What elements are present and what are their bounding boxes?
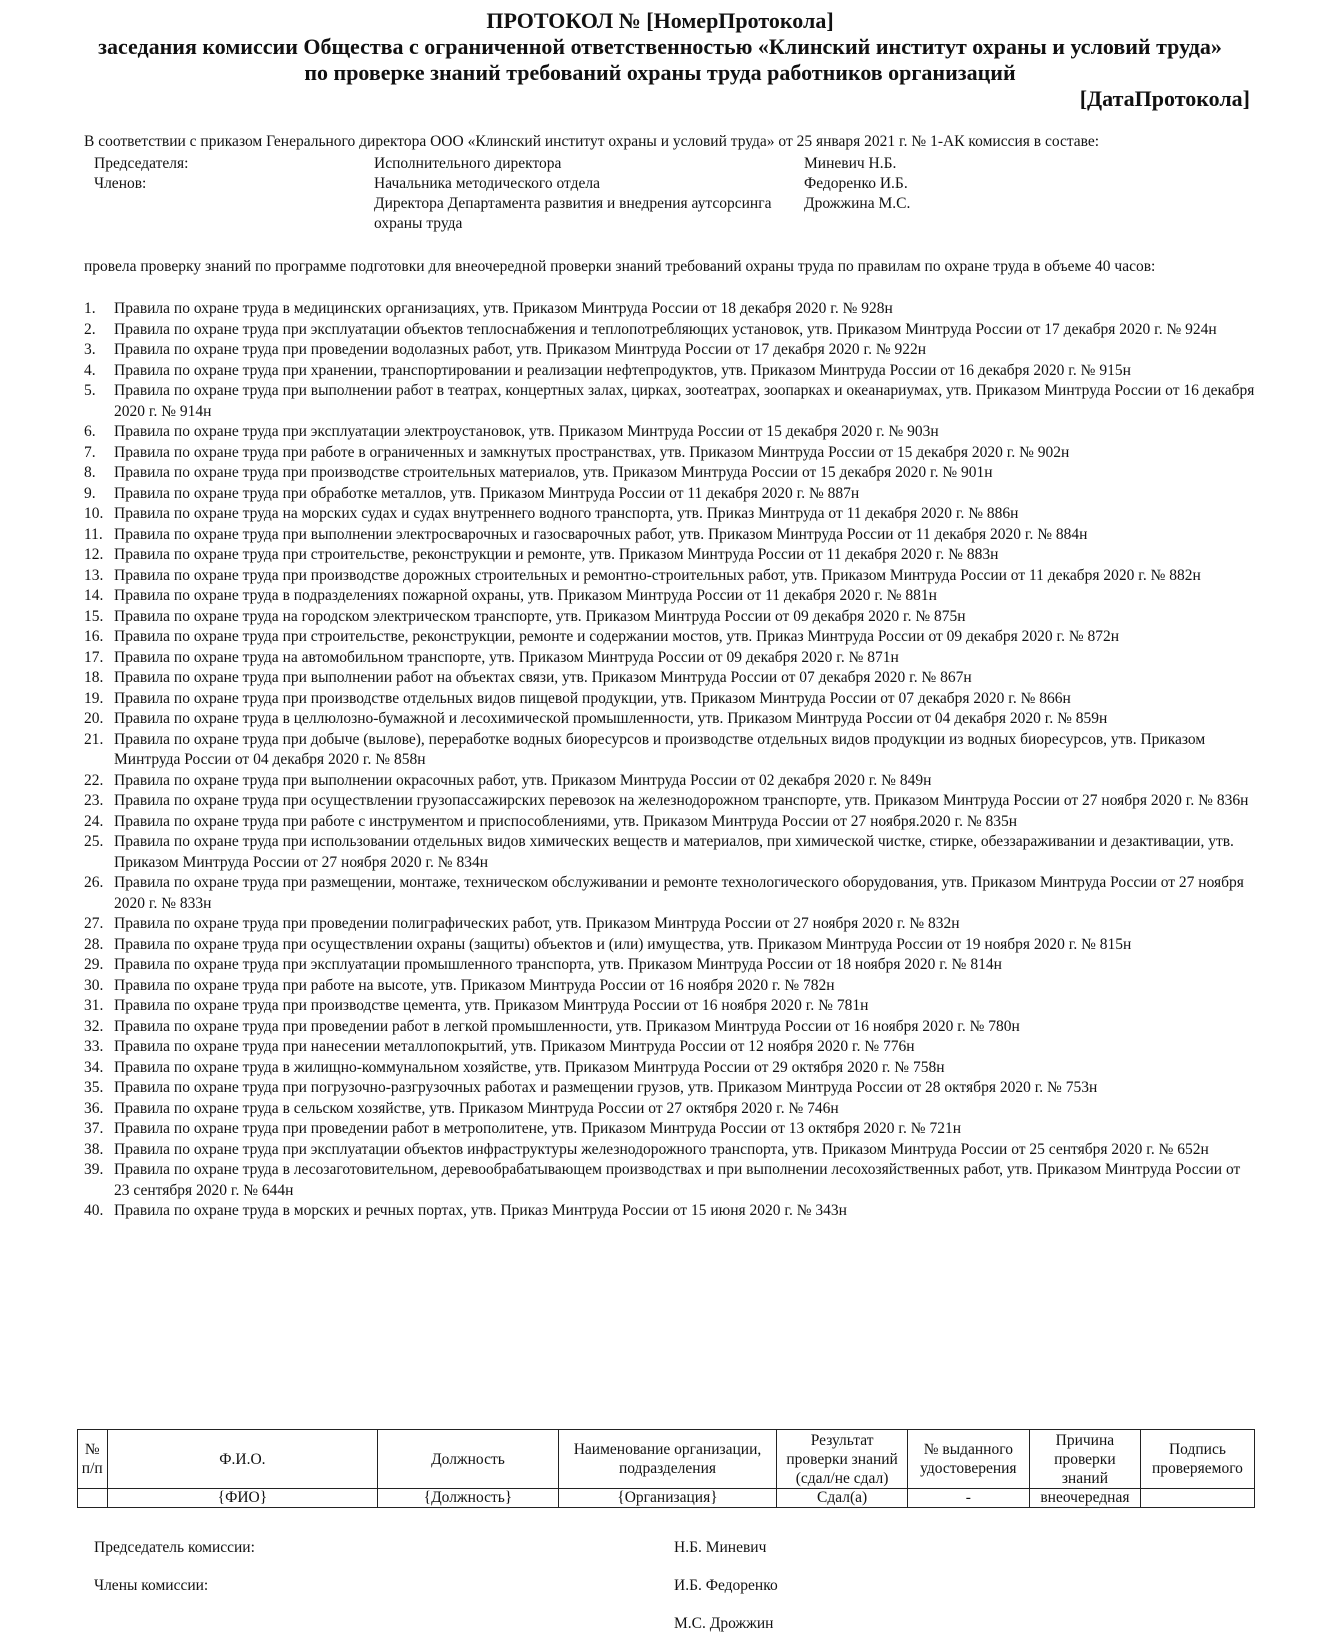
table-row bbox=[78, 1489, 1255, 1508]
rule-item bbox=[84, 914, 1256, 935]
rule-number: 35. bbox=[84, 1079, 104, 1096]
rule-item bbox=[84, 689, 1256, 710]
rule-text: Правила по охране труда при работе с инструментом и приспособлениями, утв. Приказом Минтруда России от 27 ноября.2020 г. № 835н bbox=[114, 812, 1018, 830]
rule-item bbox=[84, 955, 1256, 976]
rule-text: Правила по охране труда при производстве отдельных видов пищевой продукции, утв. Приказом Минтруда России от 07 декабря 2020 г. № 866н bbox=[114, 689, 1071, 707]
rule-number: 15. bbox=[84, 607, 104, 625]
rule-number: 8. bbox=[84, 464, 96, 481]
rule-number: 11. bbox=[84, 525, 103, 543]
rule-text: Правила по охране труда при строительстве, реконструкции, ремонте и содержании мостов, утв. Приказ Минтруда России от 09 декабря 2020 г. № 872н bbox=[114, 628, 1120, 645]
rule-number: 9. bbox=[84, 484, 96, 502]
rule-item bbox=[84, 586, 1256, 607]
rule-text: Правила по охране труда на морских судах и судах внутреннего водного транспорта, утв. Приказ Минтруда от 11 декабря 2020 г. № 886н bbox=[114, 505, 1019, 522]
rule-text: Правила по охране труда при строительстве, реконструкции и ремонте, утв. Приказом Минтруда России от 11 декабря 2020 г. № 883н bbox=[114, 546, 999, 563]
col-header-signature: Подпись проверяемого bbox=[1140, 1430, 1254, 1489]
rule-number: 24. bbox=[84, 812, 104, 830]
chair-role: Председателя: bbox=[94, 155, 189, 172]
table-header-row bbox=[78, 1430, 1255, 1489]
rule-item bbox=[84, 873, 1256, 914]
rule-item bbox=[84, 320, 1256, 341]
document-subtitle-2: по проверке знаний требований охраны труда работников организаций bbox=[304, 60, 1016, 85]
chair-signature-label: Председатель комиссии: bbox=[94, 1539, 255, 1556]
rule-number: 28. bbox=[84, 935, 104, 953]
col-header-reason: Причина проверки знаний bbox=[1029, 1430, 1140, 1489]
rule-number: 13. bbox=[84, 566, 104, 584]
rule-text: Правила по охране труда при размещении, монтаже, техническом обслуживании и ремонте технологического оборудования, утв. Приказом Минтруда России от 27 ноября 2020 г. № 833н bbox=[114, 874, 1244, 912]
cell-reason: внеочередная bbox=[1029, 1489, 1140, 1508]
rule-number: 29. bbox=[84, 956, 104, 973]
rule-text: Правила по охране труда при использовании отдельных видов химических веществ и материалов, при химической чистке, стирке, обеззараживании и дезактивации, утв. Приказом Минтруда России от 27 ноября 2020 г. № 834н bbox=[114, 833, 1234, 871]
document-subtitle: заседания комиссии Общества с ограниченной ответственностью «Клинский институт охраны и условий труда» bbox=[98, 34, 1222, 59]
rule-item bbox=[84, 566, 1256, 587]
rule-text: Правила по охране труда в лесозаготовительном, деревообрабатывающем производствах и при выполнении лесохозяйственных работ, утв. Приказом Минтруда России от 23 сентября 2020 г. № 644н bbox=[114, 1161, 1241, 1199]
rule-number: 33. bbox=[84, 1038, 104, 1055]
rule-number: 25. bbox=[84, 833, 104, 850]
members-role: Членов: bbox=[94, 175, 147, 192]
rule-item bbox=[84, 627, 1256, 648]
col-header-result: Результат проверки знаний (сдал/не сдал) bbox=[777, 1430, 907, 1489]
rule-text: Правила по охране труда при эксплуатации электроустановок, утв. Приказом Минтруда России от 15 декабря 2020 г. № 903н bbox=[114, 423, 939, 440]
member2-position: Директора Департамента развития и внедрения аутсорсинга охраны труда bbox=[374, 195, 772, 232]
rule-item bbox=[84, 976, 1256, 997]
rules-list bbox=[84, 299, 1256, 1222]
results-table bbox=[77, 1429, 1255, 1508]
rule-text: Правила по охране труда при проведении работ в метрополитене, утв. Приказом Минтруда России от 13 октября 2020 г. № 721н bbox=[114, 1120, 961, 1137]
member1-position: Начальника методического отдела bbox=[374, 175, 600, 192]
rule-number: 10. bbox=[84, 505, 104, 522]
chair-name: Миневич Н.Б. bbox=[804, 155, 897, 172]
rule-number: 19. bbox=[84, 689, 104, 707]
rule-item bbox=[84, 1058, 1256, 1079]
rule-text: Правила по охране труда при обработке металлов, утв. Приказом Минтруда России от 11 декабря 2020 г. № 887н bbox=[114, 484, 860, 502]
rule-number: 7. bbox=[84, 443, 96, 461]
col-header-num: № п/п bbox=[78, 1430, 108, 1489]
col-header-position: Должность bbox=[378, 1430, 558, 1489]
rule-item bbox=[84, 340, 1256, 361]
rule-text: Правила по охране труда на городском электрическом транспорте, утв. Приказом Минтруда России от 09 декабря 2020 г. № 875н bbox=[114, 607, 966, 625]
cell-fio: {ФИО} bbox=[107, 1489, 378, 1508]
members-signature-label: Члены комиссии: bbox=[94, 1577, 209, 1594]
rule-text: Правила по охране труда при производстве дорожных строительных и ремонтно-строительных работ, утв. Приказом Минтруда России от 11 декабря 2020 г. № 882н bbox=[114, 566, 1201, 584]
rule-text: Правила по охране труда при выполнении электросварочных и газосварочных работ, утв. Приказом Минтруда России от 11 декабря 2020 г. № 884н bbox=[114, 525, 1088, 543]
col-header-certificate: № выданного удостоверения bbox=[907, 1430, 1029, 1489]
rule-number: 26. bbox=[84, 874, 104, 891]
rule-text: Правила по охране труда при выполнении работ в театрах, концертных залах, цирках, зоотеатрах, зоопарках и океанариумах, утв. Приказом Минтруда России от 16 декабря 2020 г. № 914н bbox=[114, 382, 1255, 420]
rule-text: Правила по охране труда при эксплуатации объектов инфраструктуры железнодорожного транспорта, утв. Приказом Минтруда России от 25 сентября 2020 г. № 652н bbox=[114, 1140, 1209, 1158]
rule-item bbox=[84, 422, 1256, 443]
rule-item bbox=[84, 504, 1256, 525]
cell-certificate: - bbox=[907, 1489, 1029, 1508]
rule-item bbox=[84, 484, 1256, 505]
member1-signature-name: И.Б. Федоренко bbox=[674, 1577, 778, 1594]
member1-name: Федоренко И.Б. bbox=[804, 175, 908, 192]
rule-text: Правила по охране труда при нанесении металлопокрытий, утв. Приказом Минтруда России от 12 ноября 2020 г. № 776н bbox=[114, 1038, 915, 1055]
rule-number: 27. bbox=[84, 915, 104, 932]
rule-item bbox=[84, 1037, 1256, 1058]
rule-text: Правила по охране труда при осуществлении охраны (защиты) объектов и (или) имущества, утв. Приказом Минтруда России от 19 ноября 2020 г. № 815н bbox=[114, 935, 1132, 953]
rule-item bbox=[84, 463, 1256, 484]
rule-item bbox=[84, 361, 1256, 382]
cell-signature bbox=[1140, 1489, 1254, 1508]
rule-text: Правила по охране труда в морских и речных портах, утв. Приказ Минтруда России от 15 июня 2020 г. № 343н bbox=[114, 1202, 847, 1219]
title-block bbox=[70, 8, 1250, 86]
rule-text: Правила по охране труда в подразделениях пожарной охраны, утв. Приказом Минтруда России от 11 декабря 2020 г. № 881н bbox=[114, 587, 937, 604]
rule-text: Правила по охране труда при погрузочно-разгрузочных работах и размещении грузов, утв. Приказом Минтруда России от 28 октября 2020 г. № 753н bbox=[114, 1079, 1098, 1096]
rule-number: 14. bbox=[84, 587, 104, 604]
rule-text: Правила по охране труда при выполнении работ на объектах связи, утв. Приказом Минтруда России от 07 декабря 2020 г. № 867н bbox=[114, 669, 972, 686]
rule-item bbox=[84, 545, 1256, 566]
rule-text: Правила по охране труда при добыче (вылове), переработке водных биоресурсов и производстве отдельных видов продукции из водных биоресурсов, утв. Приказом Минтруда России от 04 декабря 2020 г. № 858н bbox=[114, 730, 1206, 768]
col-header-fio: Ф.И.О. bbox=[107, 1430, 378, 1489]
member2-name: Дрожжина М.С. bbox=[804, 195, 911, 212]
rule-text: Правила по охране труда в целлюлозно-бумажной и лесохимической промышленности, утв. Приказом Минтруда России от 04 декабря 2020 г. № 859н bbox=[114, 710, 1108, 727]
rule-text: Правила по охране труда при производстве строительных материалов, утв. Приказом Минтруда России от 15 декабря 2020 г. № 901н bbox=[114, 464, 993, 481]
rule-text: Правила по охране труда в медицинских организациях, утв. Приказом Минтруда России от 18 декабря 2020 г. № 928н bbox=[114, 300, 893, 317]
rule-text: Правила по охране труда при работе в ограниченных и замкнутых пространствах, утв. Приказом Минтруда России от 15 декабря 2020 г. № 902н bbox=[114, 443, 1070, 461]
rule-item bbox=[84, 1078, 1256, 1099]
document-title: ПРОТОКОЛ № [НомерПротокола] bbox=[486, 8, 834, 33]
rule-number: 18. bbox=[84, 669, 104, 686]
rule-item bbox=[84, 832, 1256, 873]
signatures-block bbox=[94, 1538, 994, 1652]
rule-number: 31. bbox=[84, 997, 104, 1014]
rule-number: 34. bbox=[84, 1058, 104, 1076]
intro-paragraph: В соответствии с приказом Генерального директора ООО «Клинский институт охраны и условий труда» от 25 января 2021 г. № 1-АК комиссия в составе: bbox=[84, 133, 1100, 150]
rule-text: Правила по охране труда при выполнении окрасочных работ, утв. Приказом Минтруда России от 02 декабря 2020 г. № 849н bbox=[114, 771, 932, 789]
rule-item bbox=[84, 1140, 1256, 1161]
rule-number: 30. bbox=[84, 976, 104, 994]
conducted-paragraph: провела проверку знаний по программе подготовки для внеочередной проверки знаний требований охраны труда по правилам по охране труда в объеме 40 часов: bbox=[84, 258, 1156, 275]
signature-row bbox=[94, 1576, 994, 1614]
rule-text: Правила по охране труда при проведении работ в легкой промышленности, утв. Приказом Минтруда России от 16 ноября 2020 г. № 780н bbox=[114, 1017, 1020, 1035]
rule-item bbox=[84, 1119, 1256, 1140]
rule-number: 17. bbox=[84, 648, 104, 666]
rule-number: 21. bbox=[84, 730, 104, 748]
rule-item bbox=[84, 935, 1256, 956]
rule-text: Правила по охране труда при проведении водолазных работ, утв. Приказом Минтруда России от 17 декабря 2020 г. № 922н bbox=[114, 341, 927, 358]
rule-item bbox=[84, 812, 1256, 833]
rule-text: Правила по охране труда в сельском хозяйстве, утв. Приказом Минтруда России от 27 октября 2020 г. № 746н bbox=[114, 1099, 839, 1117]
rule-text: Правила по охране труда при проведении полиграфических работ, утв. Приказом Минтруда России от 27 ноября 2020 г. № 832н bbox=[114, 915, 960, 932]
rule-item bbox=[84, 791, 1256, 812]
rule-text: Правила по охране труда при осуществлении грузопассажирских перевозок на железнодорожном транспорте, утв. Приказом Минтруда России от 27 ноября 2020 г. № 836н bbox=[114, 792, 1249, 809]
rule-number: 32. bbox=[84, 1017, 104, 1035]
chair-position: Исполнительного директора bbox=[374, 155, 562, 172]
cell-num bbox=[78, 1489, 108, 1508]
rule-number: 2. bbox=[84, 320, 96, 338]
rule-item bbox=[84, 730, 1256, 771]
rule-item bbox=[84, 607, 1256, 628]
rule-item bbox=[84, 1201, 1256, 1222]
signature-row bbox=[94, 1614, 994, 1652]
rule-text: Правила по охране труда на автомобильном транспорте, утв. Приказом Минтруда России от 09 декабря 2020 г. № 871н bbox=[114, 648, 899, 666]
rule-text: Правила по охране труда при эксплуатации промышленного транспорта, утв. Приказом Минтруда России от 18 ноября 2020 г. № 814н bbox=[114, 956, 1002, 973]
rule-number: 23. bbox=[84, 792, 104, 809]
rule-number: 6. bbox=[84, 423, 96, 440]
rule-text: Правила по охране труда при производстве цемента, утв. Приказом Минтруда России от 16 ноября 2020 г. № 781н bbox=[114, 997, 869, 1014]
rule-number: 22. bbox=[84, 771, 104, 789]
member2-signature-name: М.С. Дрожжин bbox=[674, 1615, 774, 1632]
rule-item bbox=[84, 709, 1256, 730]
col-header-organization: Наименование организации, подразделения bbox=[558, 1430, 777, 1489]
rule-item bbox=[84, 1099, 1256, 1120]
rule-item bbox=[84, 996, 1256, 1017]
chair-signature-name: Н.Б. Миневич bbox=[674, 1539, 767, 1556]
rule-number: 5. bbox=[84, 382, 96, 399]
rule-item bbox=[84, 648, 1256, 669]
rule-item bbox=[84, 381, 1256, 422]
rule-item bbox=[84, 668, 1256, 689]
rule-text: Правила по охране труда в жилищно-коммунальном хозяйстве, утв. Приказом Минтруда России от 29 октября 2020 г. № 758н bbox=[114, 1058, 945, 1076]
rule-number: 4. bbox=[84, 361, 96, 379]
rule-text: Правила по охране труда при эксплуатации объектов теплоснабжения и теплопотребляющих установок, утв. Приказом Минтруда России от 17 декабря 2020 г. № 924н bbox=[114, 320, 1217, 338]
rule-text: Правила по охране труда при хранении, транспортировании и реализации нефтепродуктов, утв. Приказом Минтруда России от 16 декабря 2020 г. № 915н bbox=[114, 361, 1131, 379]
rule-number: 12. bbox=[84, 546, 104, 563]
rule-text: Правила по охране труда при работе на высоте, утв. Приказом Минтруда России от 16 ноября 2020 г. № 782н bbox=[114, 976, 835, 994]
rule-number: 36. bbox=[84, 1099, 104, 1117]
rule-number: 37. bbox=[84, 1120, 104, 1137]
cell-organization: {Организация} bbox=[558, 1489, 777, 1508]
rule-item bbox=[84, 1160, 1256, 1201]
rule-item bbox=[84, 1017, 1256, 1038]
rule-number: 40. bbox=[84, 1202, 104, 1219]
rule-number: 1. bbox=[84, 300, 96, 317]
rule-number: 3. bbox=[84, 341, 96, 358]
rule-number: 20. bbox=[84, 710, 104, 727]
cell-result: Сдал(а) bbox=[777, 1489, 907, 1508]
rule-item bbox=[84, 771, 1256, 792]
protocol-date: [ДатаПротокола] bbox=[1079, 86, 1250, 111]
rule-item bbox=[84, 525, 1256, 546]
rule-number: 39. bbox=[84, 1161, 104, 1178]
rule-number: 38. bbox=[84, 1140, 104, 1158]
signature-row bbox=[94, 1538, 994, 1576]
rule-number: 16. bbox=[84, 628, 104, 645]
rule-item bbox=[84, 299, 1256, 320]
rule-item bbox=[84, 443, 1256, 464]
cell-position: {Должность} bbox=[378, 1489, 558, 1508]
